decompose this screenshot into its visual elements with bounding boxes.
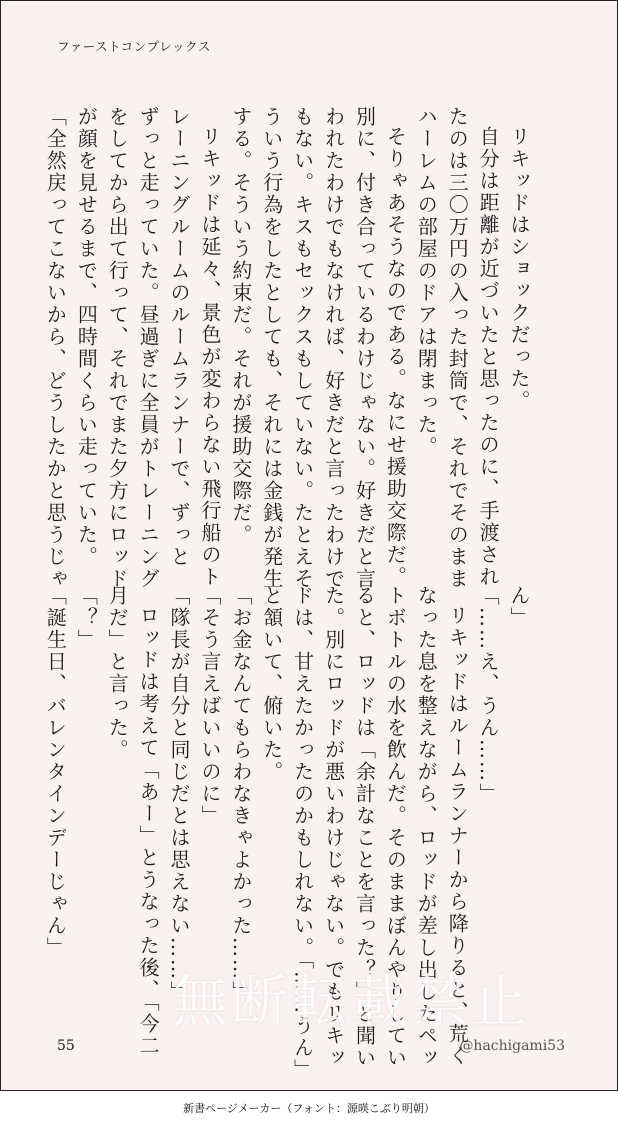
footer-credit: 新書ページメーカー（フォント：源暎こぶり明朝） <box>183 1102 435 1115</box>
text-line: 「隊長が自分と同じだとは思えない……」 <box>167 585 192 1003</box>
watermark: 無断転載禁止 <box>171 969 531 1035</box>
text-line: 「？」 <box>74 585 99 651</box>
text-line: ると、ロッドは「余計なことを言った？」と聞い <box>352 585 377 1069</box>
text-line: 自分は距離が近づいたと思ったのに、手渡され <box>476 126 501 588</box>
text-line: 月だ」と言った。 <box>105 585 130 761</box>
text-line: をしてから出て行って、それでまた夕方にロッド <box>105 106 130 590</box>
text-line: トボトルの水を飲んだ。そのままぼんやりしてい <box>383 585 408 1069</box>
text-line: ハーレムの部屋のドアは閉まった。 <box>414 106 439 458</box>
text-line: 「そう言えばいいのに」 <box>197 585 222 827</box>
running-title: ファーストコンプレックス <box>57 39 211 54</box>
text-line: ずっと走っていた。昼過ぎに全員がトレーニング <box>136 106 161 590</box>
text-line: もない。キスもセックスもしていない。たとえそ <box>290 106 315 590</box>
text-line: 「全然戻ってこないから、どうしたかと思うじゃ <box>43 106 68 590</box>
text-line: 「お金なんてもらわなきゃよかった……」 <box>228 585 253 1003</box>
text-line: ういう行為をしたとしても、それには金銭が発生 <box>259 106 284 590</box>
text-line: ドは、甘えたかったのかもしれない。「……うん」 <box>290 585 315 1081</box>
text-line: たのは三〇万円の入った封筒で、それでそのまま <box>445 106 470 590</box>
text-line: リキッドはルームランナーから降りると、荒く <box>445 605 470 1067</box>
text-line: と頷いて、俯いた。 <box>259 585 284 783</box>
text-line: なった息を整えながら、ロッドが差し出したペッ <box>414 585 439 1069</box>
text-line: が顔を見せるまで、四時間くらい走っていた。 <box>74 106 99 568</box>
text-line: 「……え、うん……」 <box>476 585 501 805</box>
page-number: 55 <box>57 1038 75 1054</box>
text-line: リキッドはショックだった。 <box>507 126 531 412</box>
text-block-top <box>43 106 534 590</box>
text-line: 「誕生日、バレンタインデーじゃん」 <box>43 585 68 959</box>
text-line: レーニングルームのルームランナーで、ずっと <box>167 106 192 568</box>
text-line: ん」 <box>507 585 531 629</box>
text-line: た。別にロッドが悪いわけじゃない。でもリキッ <box>321 585 346 1069</box>
text-line: そりゃあそうなのである。なにせ援助交際だ。 <box>383 126 408 588</box>
author-handle: @hachigami53 <box>459 1038 565 1054</box>
text-line: 別に、付き合っているわけじゃない。好きだと言 <box>352 106 377 590</box>
text-line: われたわけでもなければ、好きだと言ったわけで <box>321 106 346 590</box>
text-line: リキッドは延々、景色が変わらない飛行船のト <box>197 126 222 588</box>
text-line: する。そういう約束だ。それが援助交際だ。 <box>228 106 253 546</box>
text-line: ロッドは考えて「あー」とうなった後、「今二 <box>136 605 161 1057</box>
